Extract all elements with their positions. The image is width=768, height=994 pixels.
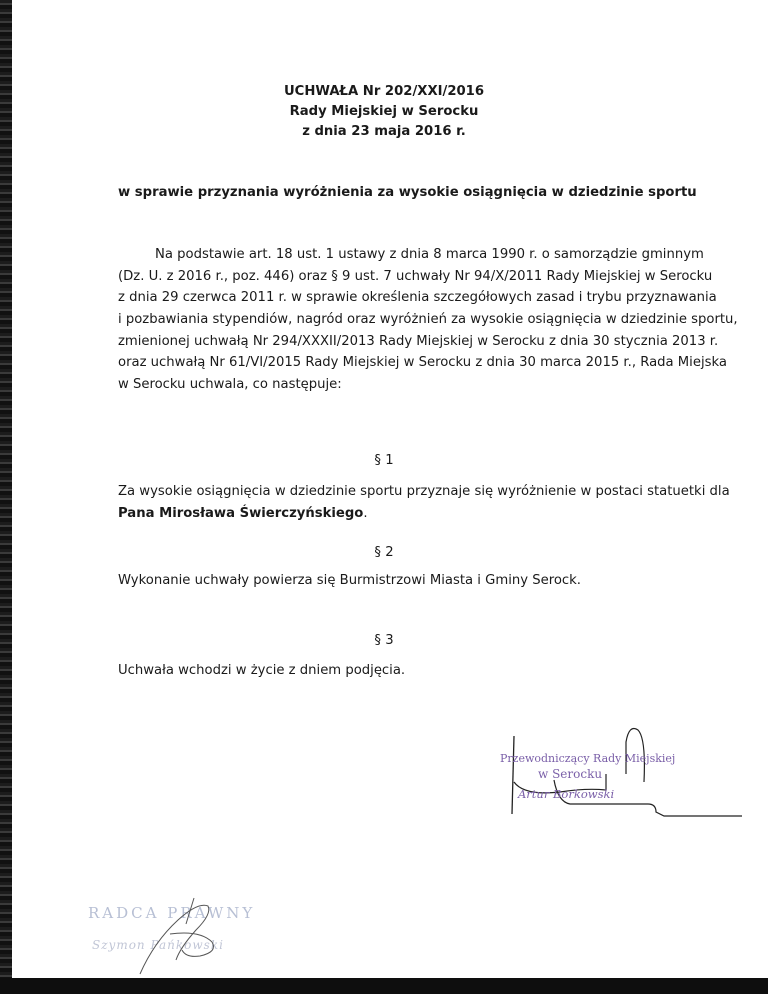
resolution-subject: w sprawie przyznania wyróżnienia za wysokie osiągnięcia w dziedzinie sportu	[118, 185, 697, 200]
stamp-line-place: w Serocku	[538, 767, 603, 781]
stamp-line-title: Przewodniczący Rady Miejskiej	[500, 752, 676, 765]
legal-signature-icon	[82, 890, 302, 980]
resolution-header	[0, 82, 768, 142]
preamble-paragraph	[118, 244, 738, 396]
section-3-title: § 3	[374, 633, 394, 648]
scan-edge-bottom	[0, 978, 768, 994]
preamble-line: zmienionej uchwałą Nr 294/XXXII/2013 Rady Miejskiej w Serocku z dnia 30 stycznia 2013 r.	[118, 333, 719, 349]
legal-counsel-stamp	[82, 890, 302, 980]
resolution-date: z dnia 23 maja 2016 r.	[302, 124, 466, 139]
legal-stamp-name: Szymon Pańkowski	[92, 938, 224, 952]
legal-stamp-title: RADCA PRAWNY	[88, 904, 256, 922]
stamp-line-name: Artur Borkowski	[518, 787, 615, 801]
section-1-line: Za wysokie osiągnięcia w dziedzinie sportu przyznaje się wyróżnienie w postaci statuetki dla	[118, 484, 730, 499]
awardee-name: Pana Mirosława Świerczyńskiego	[118, 506, 364, 521]
chairman-stamp	[494, 722, 744, 832]
section-1-end: .	[363, 506, 368, 521]
section-2-title: § 2	[374, 545, 394, 560]
preamble-line: oraz uchwałą Nr 61/VI/2015 Rady Miejskiej w Serocku z dnia 30 marca 2015 r., Rada Miejska	[118, 355, 727, 371]
section-1-title: § 1	[374, 453, 394, 468]
resolution-number: UCHWAŁA Nr 202/XXI/2016	[283, 84, 485, 99]
section-1-text	[118, 481, 730, 525]
issuing-body: Rady Miejskiej w Serocku	[289, 104, 479, 119]
preamble-line: (Dz. U. z 2016 r., poz. 446) oraz § 9 ust. 7 uchwały Nr 94/X/2011 Rady Miejskiej w Serocku	[118, 268, 713, 284]
chairman-signature-icon	[494, 722, 744, 832]
preamble-line: i pozbawiania stypendiów, nagród oraz wyróżnień za wysokie osiągnięcia w dziedzinie sportu,	[118, 312, 738, 328]
preamble-line: z dnia 29 czerwca 2011 r. w sprawie określenia szczegółowych zasad i trybu przyznawania	[118, 290, 717, 306]
preamble-line: w Serocku uchwala, co następuje:	[118, 377, 342, 393]
preamble-line: Na podstawie art. 18 ust. 1 ustawy z dnia 8 marca 1990 r. o samorządzie gminnym	[155, 247, 704, 262]
scan-edge-left	[0, 0, 12, 994]
section-2-text: Wykonanie uchwały powierza się Burmistrzowi Miasta i Gminy Serock.	[118, 573, 581, 588]
section-3-text: Uchwała wchodzi w życie z dniem podjęcia.	[118, 663, 406, 678]
